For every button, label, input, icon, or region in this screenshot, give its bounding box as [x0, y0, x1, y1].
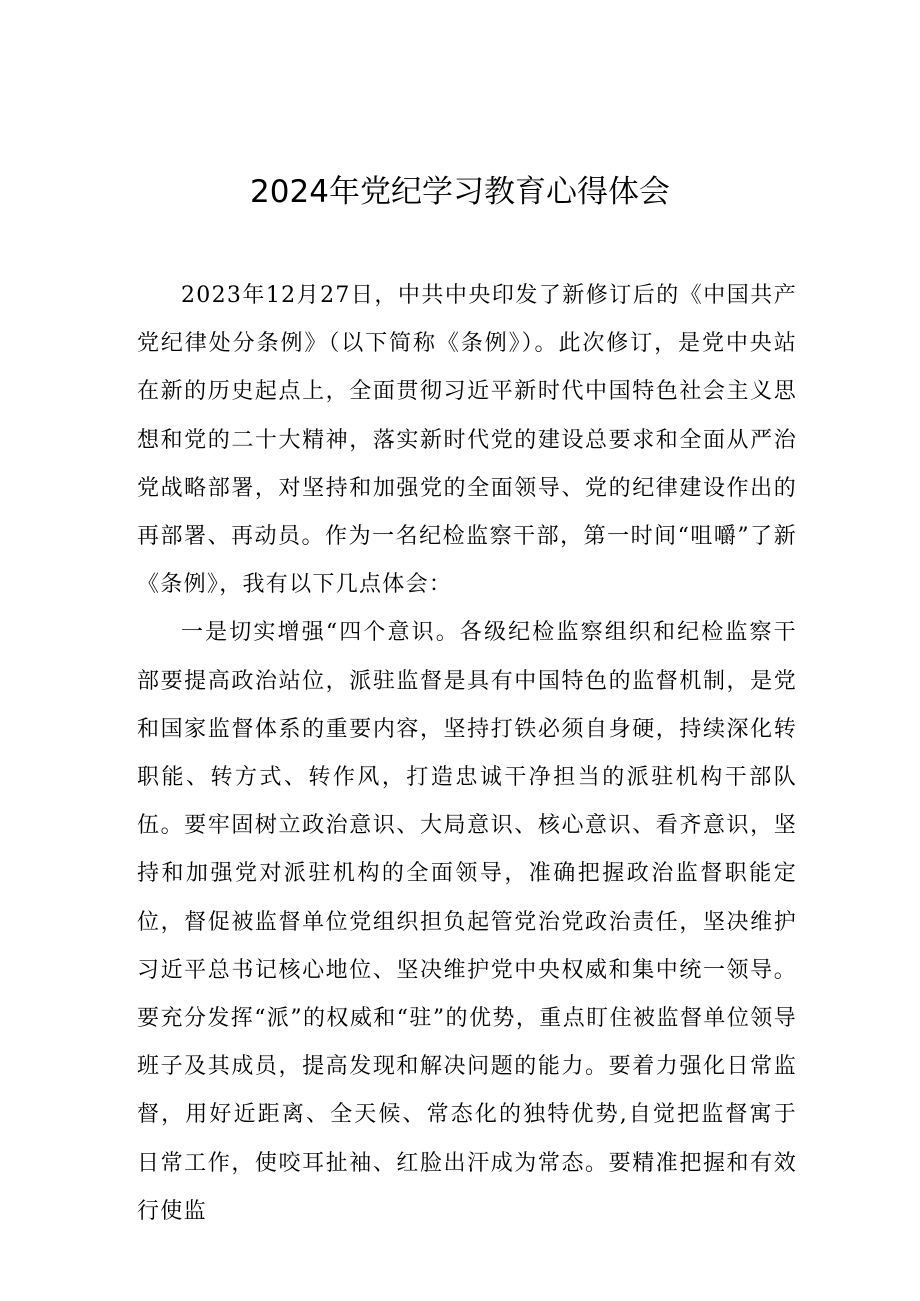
paragraph-intro: 2023年12月27日，中共中央印发了新修订后的《中国共产党纪律处分条例》（以下简称《条例》）。此次修订，是党中央站在新的历史起点上，全面贯彻习近平新时代中国特色社会主义思想和党的二十大精神，落实新时代党的建设总要求和全面从严治党战略部署，对坚持和加强党的全面领导、党的纪律建设作出的再部署、再动员。作为一名纪检监察干部，第一时间“咀嚼”了新《条例》，我有以下几点体会： — [137, 283, 797, 598]
document-title: 2024年党纪学习教育心得体会 — [250, 174, 670, 210]
document-body — [137, 272, 797, 1236]
paragraph-point-one: 一是切实增强“四个意识。各级纪检监察组织和纪检监察干部要提高政治站位，派驻监督是具有中国特色的监督机制，是党和国家监督体系的重要内容，坚持打铁必须自身硬，持续深化转职能、转方式、转作风，打造忠诚干净担当的派驻机构干部队伍。要牢固树立政治意识、大局意识、核心意识、看齐意识，坚持和加强党对派驻机构的全面领导，准确把握政治监督职能定位，督促被监督单位党组织担负起管党治党政治责任，坚决维护习近平总书记核心地位、坚决维护党中央权威和集中统一领导。要充分发挥“派”的权威和“驻”的优势，重点盯住被监督单位领导班子及其成员，提高发现和解决问题的能力。要着力强化日常监督，用好近距离、全天候、常态化的独特优势,自觉把监督寓于日常工作，使咬耳扯袖、红脸出汗成为常态。要精准把握和有效行使监 — [137, 620, 797, 1224]
